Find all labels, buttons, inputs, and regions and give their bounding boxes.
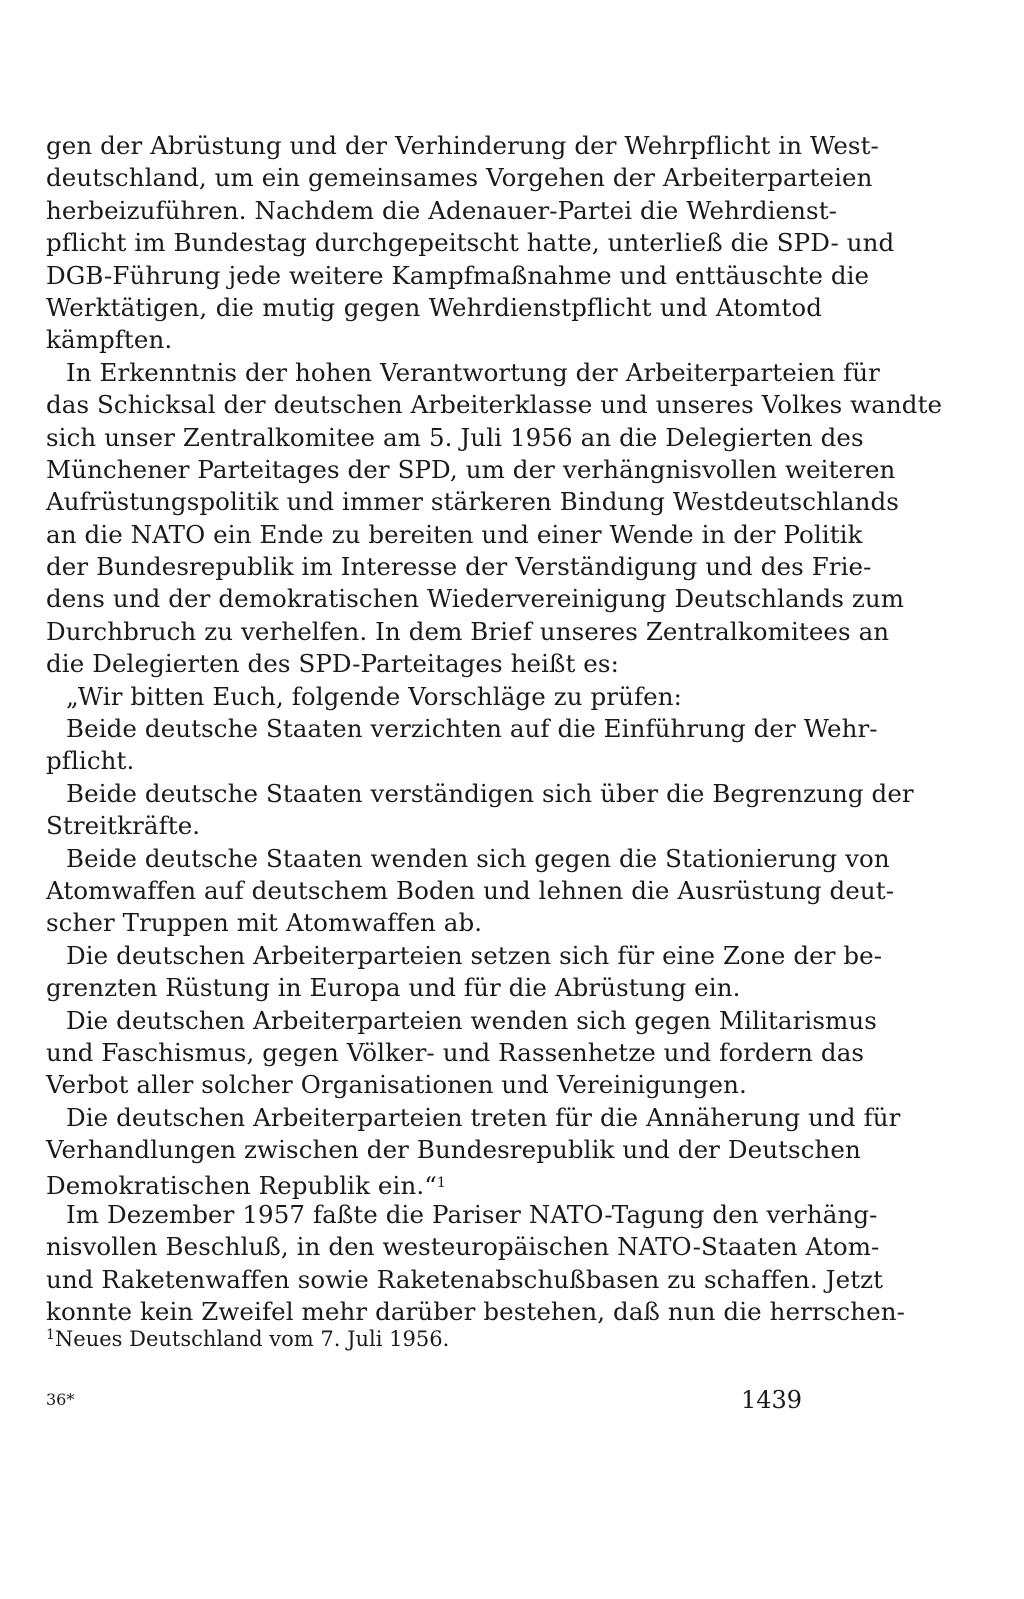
- text-line-content: dens und der demokratischen Wiedervereinigung Deutschlands zum: [46, 584, 905, 614]
- text-line: [46, 260, 870, 292]
- text-line: [46, 1167, 822, 1199]
- text-line-content: pflicht im Bundestag durchgepeitscht hatte, unterließ die SPD- und: [46, 228, 895, 258]
- text-line-content: Münchener Parteitages der SPD, um der verhängnisvollen weiteren: [46, 454, 896, 484]
- text-line-content: Werktätigen, die mutig gegen Wehrdienstpflicht und Atomtod: [46, 292, 822, 322]
- text-line: [46, 1134, 861, 1166]
- text-line-content: Aufrüstungspolitik und immer stärkeren Bindung Westdeutschlands: [46, 487, 899, 517]
- footnote-text: Neues Deutschland vom 7. Juli 1956.: [54, 1327, 450, 1351]
- text-line: [46, 1069, 822, 1101]
- footnote: [46, 1320, 449, 1354]
- text-line: [46, 130, 879, 162]
- text-line-content: Beide deutsche Staaten wenden sich gegen die Stationierung von: [66, 843, 890, 873]
- text-line: [46, 745, 822, 777]
- text-line-content: Die deutschen Arbeiterparteien treten für die Annäherung und für: [66, 1102, 901, 1132]
- text-line-content: das Schicksal der deutschen Arbeiterklasse und unseres Volkes wandte: [46, 390, 943, 420]
- text-line-content: Im Dezember 1957 faßte die Pariser NATO-Tagung den verhäng-: [66, 1199, 878, 1229]
- text-line: [46, 713, 878, 745]
- text-line: [46, 1199, 878, 1231]
- text-line-content: Die deutschen Arbeiterparteien wenden sich gegen Militarismus: [66, 1005, 877, 1035]
- footnote-reference: 1: [436, 1174, 446, 1191]
- text-line-content: pflicht.: [46, 746, 135, 776]
- page-number: 1439: [741, 1386, 803, 1414]
- text-line: [46, 648, 822, 680]
- text-line: [46, 551, 872, 583]
- text-line: [46, 1102, 901, 1134]
- text-line-content: gen der Abrüstung und der Verhinderung der Wehrpflicht in West-: [46, 131, 879, 160]
- text-line: [46, 907, 822, 939]
- text-line: [46, 972, 822, 1004]
- text-line: [46, 519, 863, 551]
- text-line-content: der Bundesrepublik im Interesse der Verständigung und des Frie-: [46, 552, 872, 582]
- text-line: [46, 1264, 884, 1296]
- text-line: [46, 681, 822, 713]
- text-line: [46, 616, 890, 648]
- text-line-content: Demokratischen Republik ein.“: [46, 1170, 437, 1200]
- text-line-content: die Delegierten des SPD-Parteitages heißt es:: [46, 649, 619, 679]
- text-line: [46, 875, 895, 907]
- text-line-content: und Raketenwaffen sowie Raketenabschußbasen zu schaffen. Jetzt: [46, 1264, 884, 1294]
- text-line-content: Atomwaffen auf deutschem Boden und lehnen die Ausrüstung deut-: [46, 875, 895, 905]
- text-line: [46, 292, 822, 324]
- text-line: [46, 357, 880, 389]
- text-line-content: und Faschismus, gegen Völker- und Rassenhetze und fordern das: [46, 1037, 865, 1067]
- text-line: [46, 940, 883, 972]
- text-line: [46, 195, 838, 227]
- text-line-content: In Erkenntnis der hohen Verantwortung der Arbeiterparteien für: [66, 357, 880, 387]
- text-line: [46, 227, 895, 259]
- text-line: [46, 454, 896, 486]
- text-line-content: Streitkräfte.: [46, 811, 201, 841]
- text-line-content: Verhandlungen zwischen der Bundesrepublik und der Deutschen: [46, 1135, 861, 1165]
- signature-mark: 36*: [46, 1390, 75, 1409]
- text-line: [46, 1005, 877, 1037]
- text-line-content: herbeizuführen. Nachdem die Adenauer-Partei die Wehrdienst-: [46, 195, 838, 225]
- text-line-content: deutschland, um ein gemeinsames Vorgehen der Arbeiterparteien: [46, 163, 873, 193]
- text-line-content: kämpften.: [46, 325, 173, 355]
- text-line-content: grenzten Rüstung in Europa und für die Abrüstung ein.: [46, 973, 741, 1003]
- text-line: [46, 810, 822, 842]
- text-line-content: „Wir bitten Euch, folgende Vorschläge zu prüfen:: [66, 681, 682, 711]
- text-line-content: sich unser Zentralkomitee am 5. Juli 1956 an die Delegierten des: [46, 422, 864, 452]
- text-line: [46, 162, 873, 194]
- text-line-content: an die NATO ein Ende zu bereiten und einer Wende in der Politik: [46, 519, 863, 549]
- text-line-content: DGB-Führung jede weitere Kampfmaßnahme und enttäuschte die: [46, 260, 870, 290]
- text-line-content: Beide deutsche Staaten verständigen sich über die Begrenzung der: [66, 778, 914, 808]
- text-line-content: Die deutschen Arbeiterparteien setzen sich für eine Zone der be-: [66, 940, 883, 970]
- text-line: [46, 324, 822, 356]
- text-line: [46, 422, 864, 454]
- text-line-content: Beide deutsche Staaten verzichten auf die Einführung der Wehr-: [66, 714, 878, 744]
- text-line-content: konnte kein Zweifel mehr darüber bestehen, daß nun die herrschen-: [46, 1297, 905, 1327]
- text-line-content: nisvollen Beschluß, in den westeuropäischen NATO-Staaten Atom-: [46, 1232, 880, 1262]
- text-line: [46, 1037, 865, 1069]
- text-line-content: Verbot aller solcher Organisationen und Vereinigungen.: [46, 1070, 747, 1100]
- text-line: [46, 583, 905, 615]
- text-line-content: Durchbruch zu verhelfen. In dem Brief unseres Zentralkomitees an: [46, 616, 890, 646]
- text-line: [46, 389, 943, 421]
- text-line: [46, 843, 890, 875]
- text-line: [46, 486, 899, 518]
- text-line: [46, 778, 914, 810]
- text-line: [46, 1231, 880, 1263]
- footnote-marker: 1: [46, 1327, 55, 1343]
- text-line-content: scher Truppen mit Atomwaffen ab.: [46, 908, 483, 938]
- body-text: [46, 130, 943, 1328]
